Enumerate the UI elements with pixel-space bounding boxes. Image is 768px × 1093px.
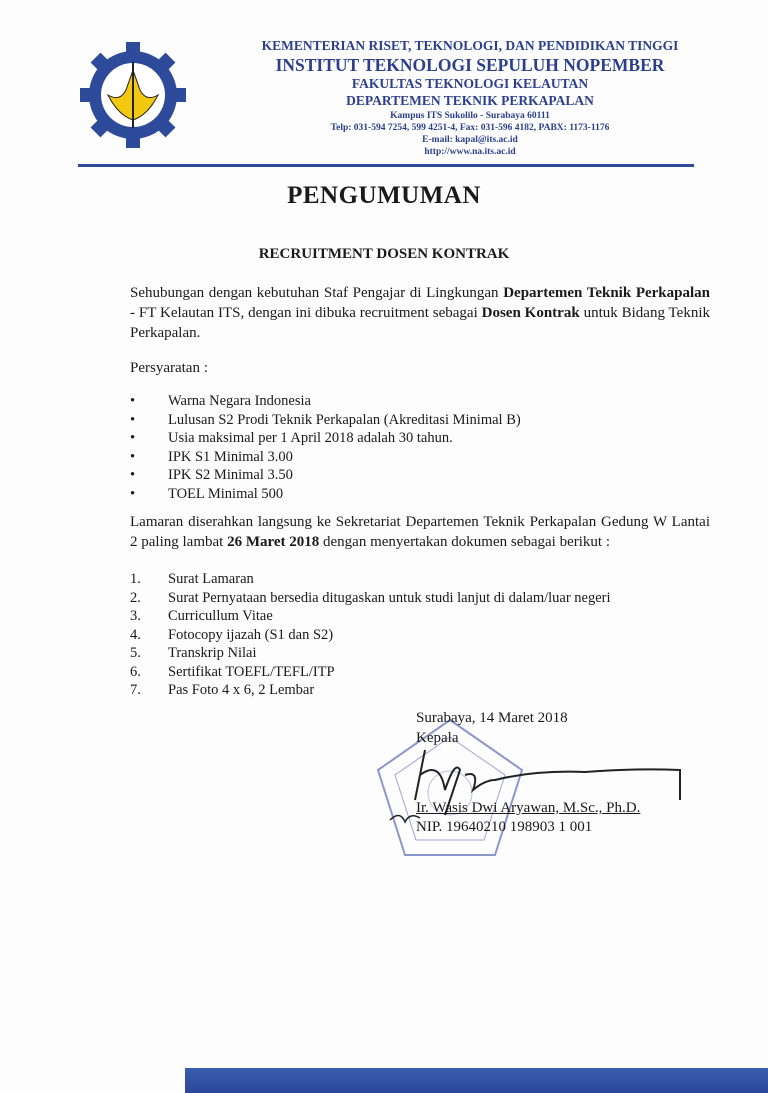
email: E-mail: kapal@its.ac.id bbox=[422, 135, 518, 145]
header-divider bbox=[78, 164, 694, 167]
place-date: Surabaya, 14 Maret 2018 bbox=[416, 710, 568, 726]
its-logo bbox=[78, 40, 188, 150]
intro-paragraph: Sehubungan dengan kebutuhan Staf Pengajar di Lingkungan Departemen Teknik Perkapalan - FT Kelautan ITS, dengan ini dibuka recruitment sebagai Dosen Kontrak untuk Bidang Teknik Perkapalan. bbox=[130, 285, 710, 341]
website: http://www.na.its.ac.id bbox=[424, 147, 516, 157]
footer-bar bbox=[185, 1068, 768, 1093]
list-item: 6. Sertifikat TOEFL/TEFL/ITP bbox=[130, 663, 335, 680]
list-item: 3. Curricullum Vitae bbox=[130, 608, 273, 624]
list-item: • IPK S2 Minimal 3.50 bbox=[130, 467, 293, 483]
subtitle: RECRUITMENT DOSEN KONTRAK bbox=[258, 246, 510, 262]
list-item: • Usia maksimal per 1 April 2018 adalah 30 tahun. bbox=[130, 430, 453, 446]
submission-paragraph: Lamaran diserahkan langsung ke Sekretariat Departemen Teknik Perkapalan Gedung W Lantai 2 paling lambat 26 Maret 2018 dengan menyertakan dokumen sebagai berikut : bbox=[130, 514, 710, 550]
documents-list bbox=[130, 570, 611, 700]
phone: Telp: 031-594 7254, 599 4251-4, Fax: 031-596 4182, PABX: 1173-1176 bbox=[330, 123, 610, 133]
list-item: 7. Pas Foto 4 x 6, 2 Lembar bbox=[130, 682, 315, 698]
signer-nip: NIP. 19640210 198903 1 001 bbox=[416, 819, 593, 835]
list-item: • IPK S1 Minimal 3.00 bbox=[130, 448, 293, 465]
institute-name: INSTITUT TEKNOLOGI SEPULUH NOPEMBER bbox=[275, 55, 665, 75]
list-item: 2. Surat Pernyataan bersedia ditugaskan untuk studi lanjut di dalam/luar negeri bbox=[130, 589, 611, 606]
signer-position: Kepala bbox=[416, 730, 459, 746]
ministry-name: KEMENTERIAN RISET, TEKNOLOGI, DAN PENDIDIKAN TINGGI bbox=[261, 38, 679, 53]
requirements-list bbox=[130, 392, 521, 503]
list-item: 5. Transkrip Nilai bbox=[130, 645, 257, 661]
list-item: • Warna Negara Indonesia bbox=[130, 393, 311, 409]
list-item: 1. Surat Lamaran bbox=[130, 571, 254, 587]
page-title: PENGUMUMAN bbox=[287, 182, 481, 209]
department-name: DEPARTEMEN TEKNIK PERKAPALAN bbox=[346, 93, 594, 108]
requirements-label: Persyaratan : bbox=[130, 360, 208, 376]
list-item: 4. Fotocopy ijazah (S1 dan S2) bbox=[130, 626, 334, 643]
list-item: • Lulusan S2 Prodi Teknik Perkapalan (Akreditasi Minimal B) bbox=[130, 411, 521, 428]
faculty-name: FAKULTAS TEKNOLOGI KELAUTAN bbox=[351, 76, 589, 91]
signer-name: Ir. Wasis Dwi Aryawan, M.Sc., Ph.D. bbox=[416, 800, 641, 816]
list-item: • TOEL Minimal 500 bbox=[130, 485, 284, 502]
address: Kampus ITS Sukolilo - Surabaya 60111 bbox=[390, 111, 550, 121]
